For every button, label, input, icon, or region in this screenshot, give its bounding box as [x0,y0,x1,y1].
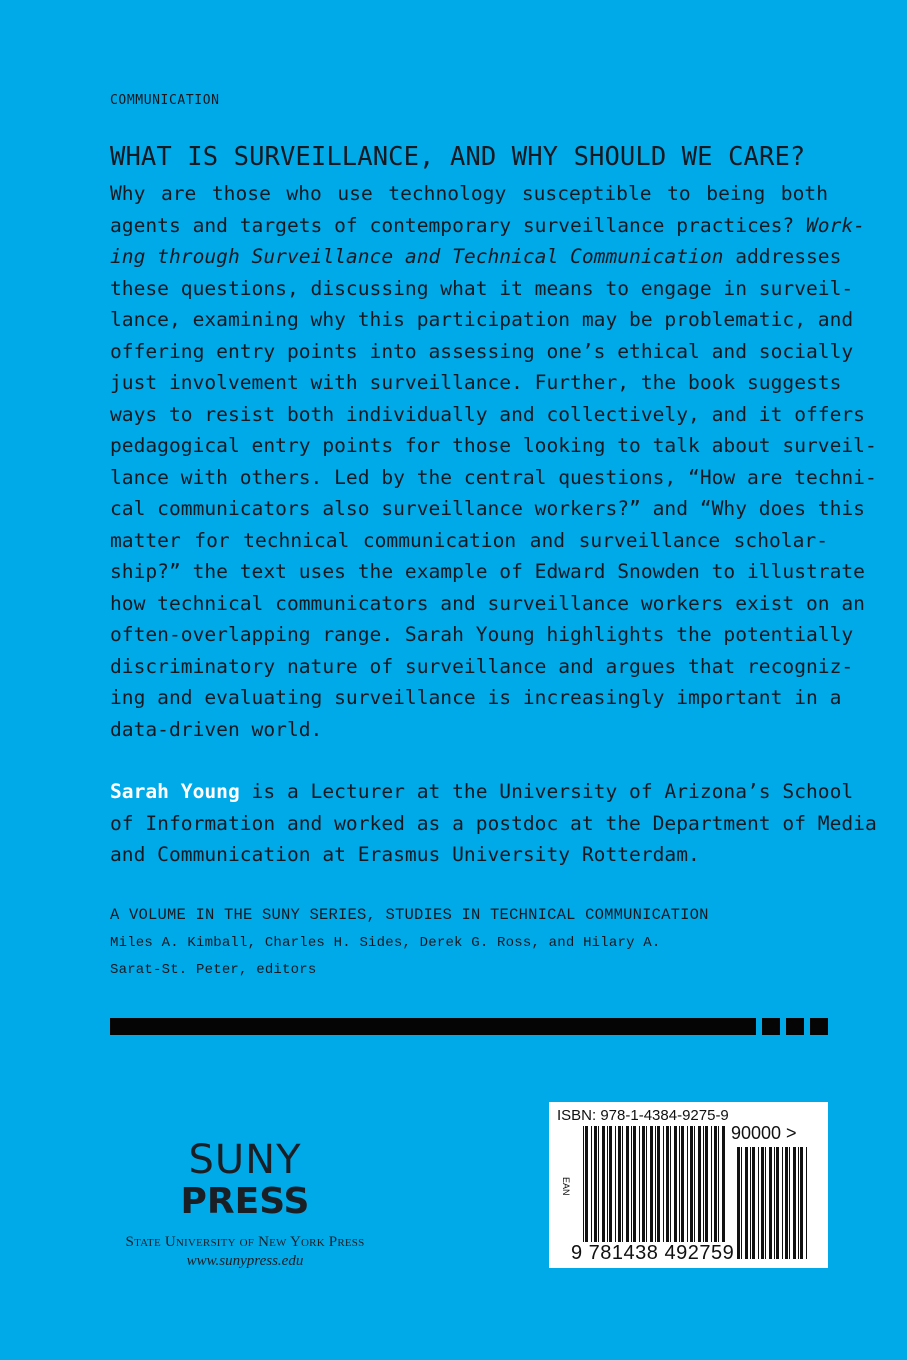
description-text: offering entry points into assessing one’s ethical and socially [110,339,854,363]
description-line [110,304,854,336]
barcode-bar [776,1147,779,1259]
description-text: just involvement with surveillance. Further, the book suggests [110,371,842,394]
description-line [110,588,865,620]
description-text: ways to resist both individually and collectively, and it offers [110,402,865,426]
description-line [110,178,828,210]
logo-suny: SUNY [188,1137,302,1183]
description-line [110,336,854,368]
barcode-bar [752,1147,755,1259]
series-info [110,902,709,985]
barcode-bar [785,1147,788,1259]
publisher-url: www.sunypress.edu [186,1253,304,1269]
description [110,178,877,745]
barcode-bar [789,1147,790,1259]
decorative-bar [110,1018,756,1035]
author-name: Sarah Young [110,780,240,803]
decorative-square [786,1018,804,1035]
barcode-bar [765,1147,766,1259]
description-line [110,430,877,462]
description-text: addresses [723,245,842,268]
ean-label: EAN [561,1177,571,1196]
description-line [110,619,854,651]
bio-text: is a Lecturer at the University of Arizona’s School [239,780,854,803]
description-text: lance, examining why this participation may be problematic, and [110,308,854,331]
description-line [110,367,842,399]
publisher-name: State University of New York Press [125,1234,365,1250]
description-line [110,525,828,557]
description-text: how technical communicators and surveillance workers exist on an [110,591,865,615]
description-text: lance with others. Led by the central questions, “How are techni- [110,465,877,489]
description-text: data-driven world. [110,717,323,741]
description-text: cal communicators also surveillance workers?” and “Why does this [110,497,865,520]
description-text: Why are those who use technology susceptible to being both [110,182,828,205]
barcode-bar [800,1147,803,1259]
price-code: 90000 > [731,1123,797,1143]
book-title-italic: Work- [806,213,865,237]
description-line [110,493,865,525]
barcode-bar [745,1147,748,1259]
series-title: A VOLUME IN THE SUNY SERIES, STUDIES IN TECHNICAL COMMUNICATION [110,906,709,924]
logo-press: PRESS [180,1181,310,1222]
description-line [110,273,854,305]
description-text: these questions, discussing what it means to engage in surveil- [110,276,854,300]
decorative-square [762,1018,780,1035]
barcode-bar [741,1147,742,1259]
barcode-digits: 9 781438 492759 [571,1242,735,1264]
barcode-bar [750,1147,751,1259]
description-line [110,556,865,588]
description-text: pedagogical entry points for those looking to talk about surveil- [110,434,877,457]
description-text: ing and evaluating surveillance is increasingly important in a [110,686,842,709]
description-text: agents and targets of contemporary surveillance practices? [110,213,806,237]
bio-text: and Communication at Erasmus University Rotterdam. [110,843,700,866]
description-line [110,210,865,242]
decorative-square [810,1018,828,1035]
author-bio [110,776,877,871]
isbn-text: ISBN: 978-1-4384-9275-9 [557,1107,729,1124]
description-text: matter for technical communication and surveillance scholar- [110,528,828,552]
headline: WHAT IS SURVEILLANCE, AND WHY SHOULD WE CARE? [110,142,806,172]
barcode-box [549,1102,828,1268]
barcode-bar [774,1147,775,1259]
barcode-bar [782,1147,783,1259]
barcode-bar [761,1147,764,1259]
category-label: COMMUNICATION [110,93,220,108]
description-line [110,714,828,746]
barcode-bar [758,1147,759,1259]
description-text: often-overlapping range. Sarah Young highlights the potentially [110,623,854,646]
barcode-bar [793,1147,796,1259]
series-editors: Sarat-St. Peter, editors [110,962,317,978]
description-text: discriminatory nature of surveillance and argues that recogniz- [110,654,854,678]
barcode-bar [806,1147,807,1259]
description-line [110,682,842,714]
series-editors: Miles A. Kimball, Charles H. Sides, Derek G. Ross, and Hilary A. [110,934,661,951]
description-line [110,651,854,683]
barcode-bar [769,1147,772,1259]
barcode-bar [737,1147,740,1259]
description-line [110,462,877,494]
book-title-italic: ing through Surveillance and Technical Communication [110,245,724,268]
suny-press-logo [110,1138,380,1270]
bio-text: of Information and worked as a postdoc at the Department of Media [110,811,877,835]
description-text: ship?” the text uses the example of Edward Snowden to illustrate [110,560,865,583]
description-line [110,241,842,273]
barcode-bar [798,1147,799,1259]
description-line [110,399,865,431]
